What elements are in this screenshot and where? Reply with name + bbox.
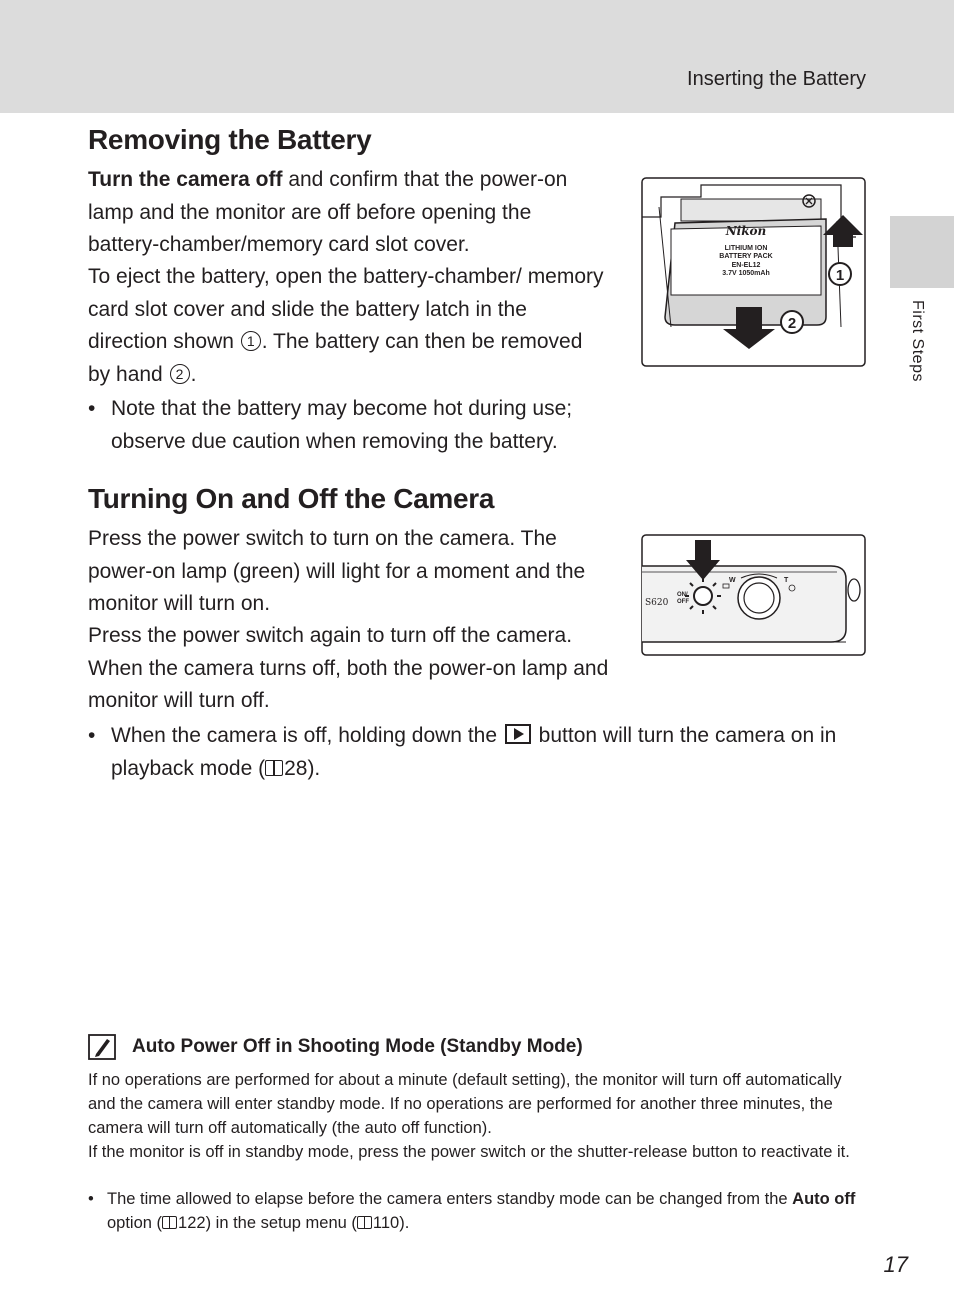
section-title-removing-battery: Removing the Battery	[88, 124, 372, 155]
note-bullet-text: ).	[399, 1214, 410, 1232]
section-title-turning-on-off: Turning On and Off the Camera	[88, 483, 495, 514]
header-band	[0, 0, 954, 113]
note-paragraph-reactivate: If the monitor is off in standby mode, press the power switch or the shutter-release button to reactivate it.	[88, 1143, 850, 1161]
side-tab-label-wrap	[908, 300, 932, 400]
page-reference: 122	[178, 1214, 206, 1232]
page-reference-icon	[162, 1216, 177, 1229]
battery-label-line2: BATTERY PACK	[719, 253, 773, 260]
battery-label-line1: LITHIUM ION	[724, 245, 768, 252]
paragraph-text: To eject the battery, open the battery-chamber/ memory card slot cover and slide the battery latch in the direction shown	[88, 265, 604, 353]
zoom-w-label: W	[729, 577, 736, 584]
paragraph-power-off: Press the power switch again to turn off the camera. When the camera turns off, both the power-on lamp and monitor will turn off.	[88, 624, 609, 712]
bullet-hot-battery: • Note that the battery may become hot during use; observe due caution when removing the battery.	[88, 393, 628, 458]
page-reference-icon	[265, 760, 283, 776]
shutter-button-icon	[744, 583, 774, 613]
paragraph-power-on: Press the power switch to turn on the camera. The power-on lamp (green) will light for a moment and the monitor will turn on.	[88, 527, 586, 615]
note-title: Auto Power Off in Shooting Mode (Standby Mode)	[132, 1036, 583, 1057]
bullet-text: ).	[307, 756, 321, 780]
auto-off-option: Auto off	[792, 1190, 856, 1208]
running-header: Inserting the Battery	[687, 68, 866, 90]
step-marker-1: 1	[241, 331, 261, 351]
battery-brand-text: Nikon	[725, 224, 767, 238]
figure-callout-2: 2	[787, 315, 797, 332]
power-switch-icon	[694, 587, 712, 605]
bullet-playback-start	[88, 720, 868, 785]
note-bullet-text: option (	[107, 1214, 163, 1232]
note-pencil-icon	[88, 1034, 116, 1060]
note-bullet-auto-off	[88, 1187, 868, 1235]
page-reference-icon	[357, 1216, 372, 1229]
battery-removal-illustration	[641, 177, 866, 367]
page-reference: 110	[372, 1214, 400, 1232]
page-reference: 28	[284, 756, 308, 780]
battery-spec-text: 3.7V 1050mAh	[722, 270, 770, 277]
zoom-t-label: T	[784, 577, 789, 584]
playback-button-icon	[505, 724, 531, 744]
paragraph-text: . The battery can then be removed by hand	[88, 330, 583, 386]
step-marker-2: 2	[170, 364, 190, 384]
paragraph-text: .	[190, 362, 197, 386]
bold-phrase: Turn the camera off	[88, 168, 283, 191]
note-bullet-text: The time allowed to elapse before the camera enters standby mode can be changed from the	[107, 1190, 793, 1208]
paragraph-turn-off	[88, 164, 608, 262]
figure-callout-1: 1	[835, 267, 845, 284]
paragraph-eject	[88, 261, 608, 391]
side-tab	[890, 216, 954, 288]
power-switch-label-top: ON/	[677, 592, 688, 598]
power-switch-label-bottom: OFF	[677, 599, 689, 605]
page-number: 17	[883, 1252, 908, 1277]
note-paragraph-standby: If no operations are performed for about a minute (default setting), the monitor will turn off automatically and the camera will enter standby mode. If no operations are performed for another three minutes, the camera will turn off automatically (the auto off function).	[88, 1071, 842, 1137]
camera-top-illustration	[641, 534, 866, 656]
side-tab-label: First Steps	[909, 300, 926, 382]
note-bullet-text: ) in the setup menu (	[205, 1214, 357, 1232]
bullet-text: When the camera is off, holding down the	[111, 724, 503, 747]
battery-model-text: EN-EL12	[731, 262, 761, 269]
bullet-text: button will turn the camera on in playback mode (	[111, 724, 837, 780]
camera-model-text: S620	[645, 598, 669, 608]
paragraph-text: and confirm that the power-on lamp and the monitor are off before opening the battery-chamber/memory card slot cover.	[88, 168, 568, 256]
